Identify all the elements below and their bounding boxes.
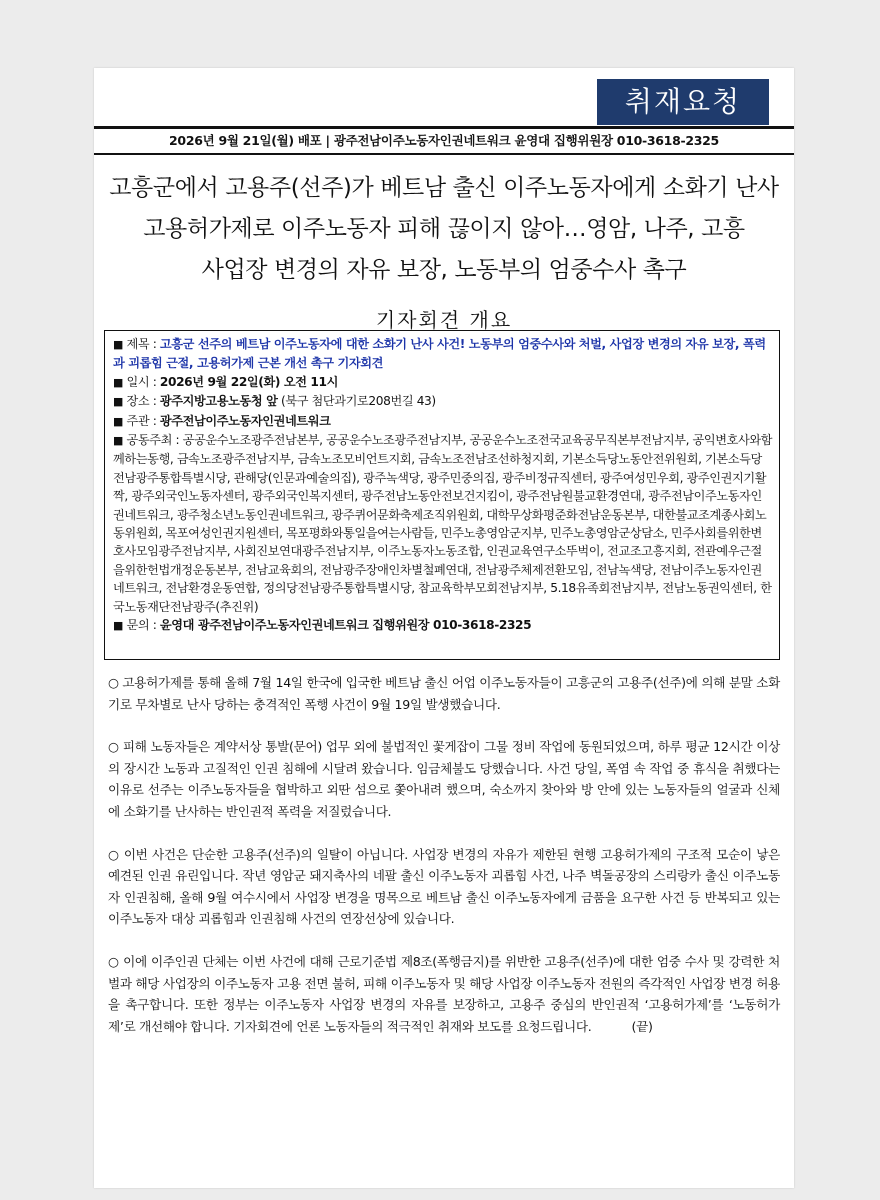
cohost-label: 공동주최 : <box>126 433 180 448</box>
headline-line-2: 고용허가제로 이주노동자 피해 끊이지 않아…영암, 나주, 고흥 <box>143 216 745 242</box>
contact-info: 윤영대 광주전남이주노동자인권네트워크 집행위원장 010-3618-2325 <box>159 618 532 633</box>
headline-line-3: 사업장 변경의 자유 보장, 노동부의 엄중수사 촉구 <box>201 257 687 283</box>
bullet-square-icon: ■ <box>113 375 123 389</box>
header-rule-bottom <box>94 153 794 155</box>
body-paragraph-1: ○ 고용허가제를 통해 올해 7월 14일 한국에 입국한 베트남 출신 어업 이주노동자들이 고흥군의 고용주(선주)에 의해 분말 소화기로 무차별로 난사 당하는 충격적인 폭행 사건이 9월 19일 발생했습니다. <box>108 675 780 712</box>
bullet-square-icon: ■ <box>113 395 123 409</box>
event-place-detail: (북구 첨단과기로208번길 43) <box>280 394 436 409</box>
place-label: 장소 : <box>126 394 157 409</box>
date-label: 일시 : <box>126 374 157 389</box>
headline-line-1: 고흥군에서 고용주(선주)가 베트남 출신 이주노동자에게 소화기 난사 <box>109 175 779 201</box>
overview-cohost-row <box>113 431 773 616</box>
event-place: 광주지방고용노동청 앞 <box>159 394 278 409</box>
bullet-square-icon: ■ <box>113 338 123 351</box>
event-host: 광주전남이주노동자인권네트워크 <box>159 413 331 428</box>
overview-place-row <box>113 392 773 411</box>
press-release-page <box>94 68 794 1188</box>
cohost-list: 공공운수노조광주전남본부, 공공운수노조광주전남지부, 공공운수노조전국교육공무직본부전남지부, 공익변호사와함께하는동행, 금속노조광주전남지부, 금속노조모비언트지회, 금속노조전남조선하청지회, 기본소득당노동안전위원회, 기본소득당전남광주통합특별시당, 관해당(인문과예술의집), 광주녹색당, 광주민중의집, 광주비정규직센터, 광주여성민우회, 광주인권지기활짝, 광주외국인노동자센터, 광주외국인복지센터, 광주전남노동안전보건지킴이, 광주전남원불교환경연대, 광주전남이주노동자인권네트워크, 광주청소년노동인권네트워크, 광주퀴어문화축제조직위원회, 대학무상화평준화전남운동본부, 대한불교조계종사회노동위원회, 목포여성인권지원센터, 목포평화와통일을여는사람들, 민주노총영암군지부, 민주노총영암군상담소, 민주사회를위한변호사모임광주전남지부, 사회진보연대광주전남지부, 이주노동자노동조합, 인권교육연구소뚜벅이, 전교조고흥지회, 전관예우근절을위한헌법개정운동본부, 전남교육회의, 전남광주장애인차별철폐연대, 전남광주체제전환모임, 전남녹색당, 전남이주노동자인권네트워크, 전남환경운동연합, 정의당전남광주통합특별시당, 참교육학부모회전남지부, 5.18유족회전남지부, 전남노동권익센터, 한국노동재단전남광주(추진위) <box>113 433 773 614</box>
press-request-badge: 취재요청 <box>597 79 769 125</box>
contact-label: 문의 : <box>126 618 157 633</box>
body-paragraph-4-wrap <box>108 951 780 1037</box>
event-title: 고흥군 선주의 베트남 이주노동자에 대한 소화기 난사 사건! 노동부의 엄중수사와 처벌, 사업장 변경의 자유 보장, 폭력과 괴롭힘 근절, 고용허가제 근본 개선 촉구 기자회견 <box>113 337 766 371</box>
bullet-square-icon: ■ <box>113 434 123 448</box>
bullet-square-icon: ■ <box>113 414 123 428</box>
bullet-square-icon: ■ <box>113 619 123 633</box>
overview-host-row <box>113 412 773 431</box>
header-rule-top <box>94 126 794 129</box>
end-mark: (끝) <box>631 1018 653 1034</box>
body-paragraph-3: ○ 이번 사건은 단순한 고용주(선주)의 일탈이 아닙니다. 사업장 변경의 자유가 제한된 현행 고용허가제의 구조적 모순이 낳은 예견된 인권 유린입니다. 작년 영암군 돼지축사의 네팔 출신 이주노동자 괴롭힘 사건, 나주 벽돌공장의 스리랑카 출신 이주노동자 인권침해, 올해 9월 여수시에서 사업장 변경을 명목으로 베트남 출신 이주노동자에게 금품을 요구한 사건 등 반복되고 있는 이주노동자 대상 괴롭힘과 인권침해 사건의 연장선상에 있습니다. <box>108 846 780 927</box>
overview-box <box>104 330 780 660</box>
headline <box>94 168 794 291</box>
release-info-line: 2026년 9월 21일(월) 배포 | 광주전남이주노동자인권네트워크 윤영대 집행위원장 010-3618-2325 <box>169 133 719 148</box>
overview-title-row <box>113 335 773 373</box>
body-text <box>108 672 780 1058</box>
body-paragraph-2: ○ 피해 노동자들은 계약서상 통발(문어) 업무 외에 불법적인 꽃게잡이 그물 정비 작업에 동원되었으며, 하루 평균 12시간 이상의 장시간 노동과 고질적인 인권 침해에 시달려 왔습니다. 임금체불도 당했습니다. 사건 당일, 폭염 속 작업 중 휴식을 취했다는 이유로 선주는 이주노동자들을 협박하고 외딴 섬으로 쫓아내려 했으며, 숙소까지 찾아와 방 안에 있는 노동자들의 얼굴과 신체에 소화기를 난사하는 반인권적 폭력을 저질렀습니다. <box>108 739 780 819</box>
overview-date-row <box>113 373 773 392</box>
host-label: 주관 : <box>126 413 157 428</box>
title-label: 제목 : <box>126 337 157 351</box>
body-paragraph-4: ○ 이에 이주인권 단체는 이번 사건에 대해 근로기준법 제8조(폭행금지)를 위반한 고용주(선주)에 대한 엄중 수사 및 강력한 처벌과 해당 사업장의 이주노동자 고용 전면 불허, 피해 이주노동자 및 해당 사업장 이주노동자 전원의 즉각적인 사업장 변경 허용을 촉구합니다. 또한 정부는 이주노동자 사업장 변경의 자유를 보장하고, 고용주 중심의 반인권적 ‘고용허가제’를 ‘노동허가제’로 개선해야 합니다. 기자회견에 언론 노동자들의 적극적인 취재와 보도를 요청드립니다. <box>108 953 780 1034</box>
event-date: 2026년 9월 22일(화) 오전 11시 <box>159 374 338 389</box>
overview-title: 기자회견 개요 <box>375 308 513 332</box>
overview-contact-row <box>113 616 773 635</box>
